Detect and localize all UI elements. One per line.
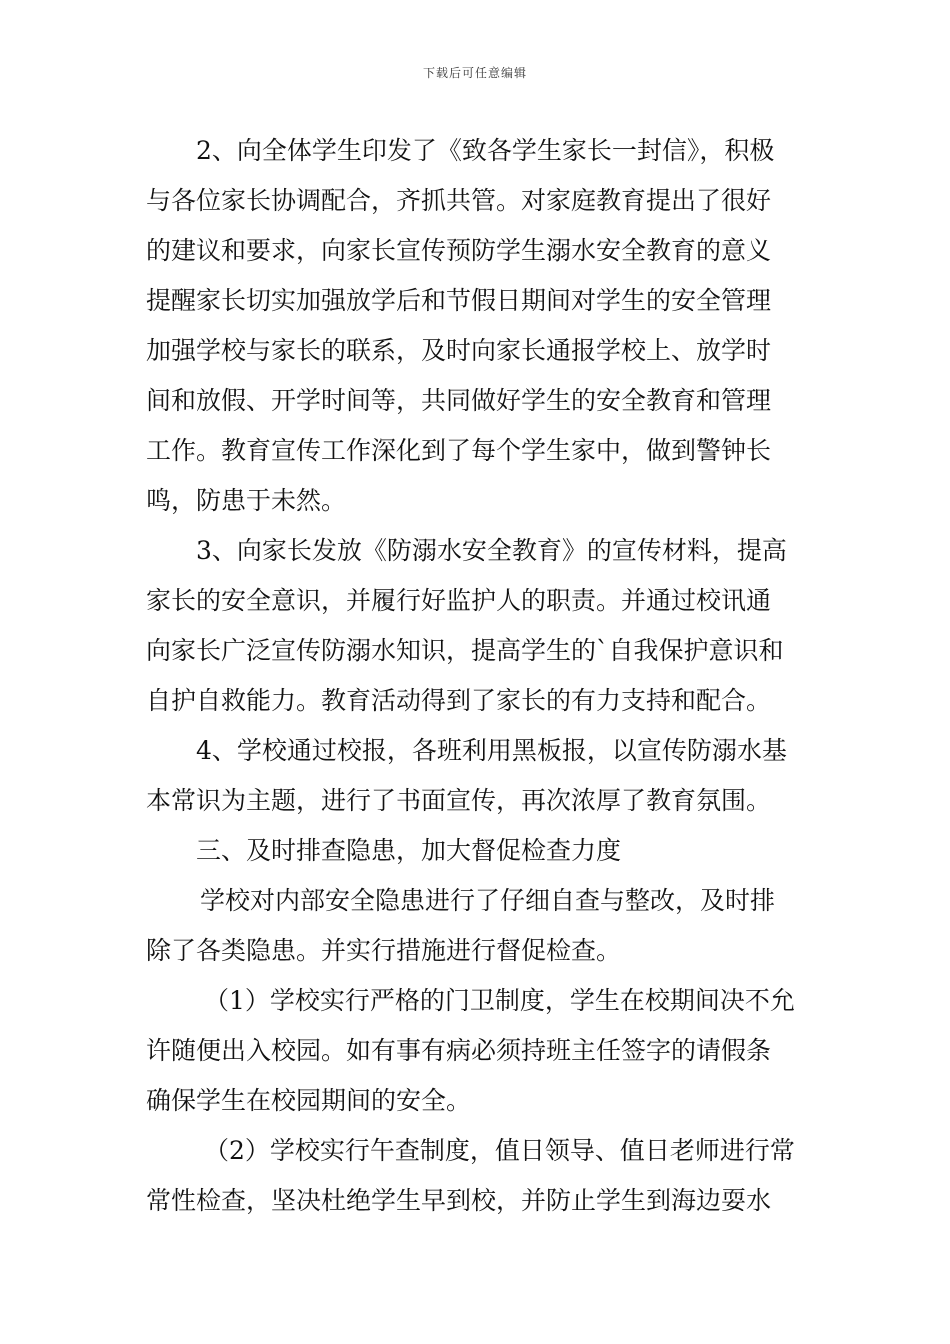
paragraph-4-line-1: 4、学校通过校报，各班利用黑板报，以宣传防溺水基	[196, 736, 787, 765]
paragraph-2-line-7: 工作。教育宣传工作深化到了每个学生家中，做到警钟长	[146, 436, 772, 465]
paragraph-5-line-2: 除了各类隐患。并实行措施进行督促检查。	[146, 936, 622, 965]
item-1-line-1: （1）学校实行严格的门卫制度，学生在校期间决不允	[204, 986, 795, 1015]
paragraph-5-line-1: 学校对内部安全隐患进行了仔细自查与整改，及时排	[200, 886, 776, 915]
paragraph-4-line-2: 本常识为主题，进行了书面宣传，再次浓厚了教育氛围。	[146, 786, 772, 815]
paragraph-2-line-2: 与各位家长协调配合，齐抓共管。对家庭教育提出了很好	[146, 186, 772, 215]
document-body	[146, 126, 810, 1226]
item-1-line-3: 确保学生在校园期间的安全。	[146, 1086, 472, 1115]
item-2-line-2: 常性检查，坚决杜绝学生早到校，并防止学生到海边耍水	[146, 1186, 772, 1215]
paragraph-3-line-3: 向家长广泛宣传防溺水知识，提高学生的`自我保护意识和	[146, 636, 784, 665]
page-header-note: 下载后可任意编辑	[422, 66, 527, 80]
paragraph-2-line-8: 鸣，防患于未然。	[146, 486, 347, 515]
item-2-line-1: （2）学校实行午查制度，值日领导、值日老师进行常	[204, 1136, 795, 1165]
paragraph-3-line-1: 3、向家长发放《防溺水安全教育》的宣传材料，提高	[196, 536, 787, 565]
paragraph-2-line-4: 提醒家长切实加强放学后和节假日期间对学生的安全管理	[146, 286, 772, 315]
item-1-line-2: 许随便出入校园。如有事有病必须持班主任签字的请假条	[146, 1036, 772, 1065]
paragraph-2-line-1: 2、向全体学生印发了《致各学生家长一封信》，积极	[196, 136, 775, 165]
paragraph-2-line-3: 的建议和要求，向家长宣传预防学生溺水安全教育的意义	[146, 236, 772, 265]
paragraph-2-line-6: 间和放假、开学时间等，共同做好学生的安全教育和管理	[146, 386, 772, 415]
section-heading-3: 三、及时排查隐患，加大督促检查力度	[196, 836, 622, 865]
paragraph-3-line-4: 自护自救能力。教育活动得到了家长的有力支持和配合。	[146, 686, 772, 715]
paragraph-3-line-2: 家长的安全意识，并履行好监护人的职责。并通过校讯通	[146, 586, 772, 615]
paragraph-2-line-5: 加强学校与家长的联系，及时向家长通报学校上、放学时	[146, 336, 772, 365]
